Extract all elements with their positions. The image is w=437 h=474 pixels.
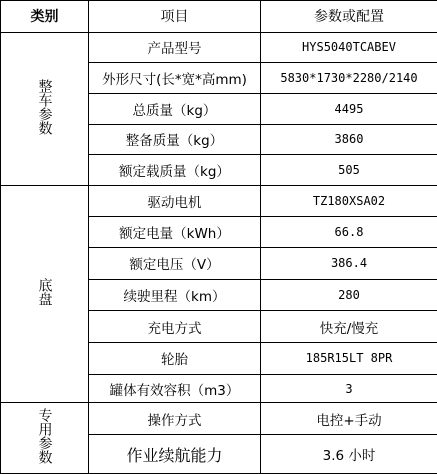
row-item: 整备质量（kg） <box>89 124 261 155</box>
category-label: 整车参数 <box>36 78 53 135</box>
row-item: 续驶里程（km） <box>89 279 261 311</box>
row-value: 386.4 <box>261 248 437 280</box>
row-value: 280 <box>261 279 437 311</box>
row-value: 3860 <box>261 124 437 155</box>
row-item: 操作方式 <box>89 403 261 435</box>
row-value: 185R15LT 8PR <box>261 343 437 375</box>
row-value: 快充/慢充 <box>261 311 437 343</box>
row-item: 总质量（kg） <box>89 93 261 124</box>
row-item: 驱动电机 <box>89 185 261 216</box>
header-row <box>1 1 437 33</box>
row-value: 505 <box>261 155 437 186</box>
row-value: 5830*1730*2280/2140 <box>261 63 437 94</box>
category-vehicle <box>1 32 89 185</box>
header-category: 类别 <box>1 1 89 33</box>
row-item: 额定电量（kWh） <box>89 216 261 248</box>
row-value: 电控+手动 <box>261 403 437 435</box>
row-value: TZ180XSA02 <box>261 185 437 216</box>
row-item: 罐体有效容积（m3） <box>89 374 261 403</box>
row-value: 3 <box>261 374 437 403</box>
category-chassis <box>1 185 89 403</box>
category-label: 底盘 <box>36 278 53 307</box>
row-item: 产品型号 <box>89 32 261 63</box>
row-item: 轮胎 <box>89 343 261 375</box>
row-value: 4495 <box>261 93 437 124</box>
row-value: 3.6 小时 <box>261 435 437 474</box>
category-special <box>1 403 89 474</box>
row-item: 充电方式 <box>89 311 261 343</box>
row-item: 外形尺寸(长*宽*高mm) <box>89 63 261 94</box>
table-row <box>1 185 437 216</box>
row-item: 作业续航能力 <box>89 435 261 474</box>
row-item: 额定载质量（kg） <box>89 155 261 186</box>
header-item: 项目 <box>89 1 261 33</box>
table-row <box>1 32 437 63</box>
row-item: 额定电压（V） <box>89 248 261 280</box>
table-row <box>1 403 437 435</box>
category-label: 专用参数 <box>36 408 53 465</box>
header-value: 参数或配置 <box>261 1 437 33</box>
row-value: 66.8 <box>261 216 437 248</box>
row-value: HYS5040TCABEV <box>261 32 437 63</box>
